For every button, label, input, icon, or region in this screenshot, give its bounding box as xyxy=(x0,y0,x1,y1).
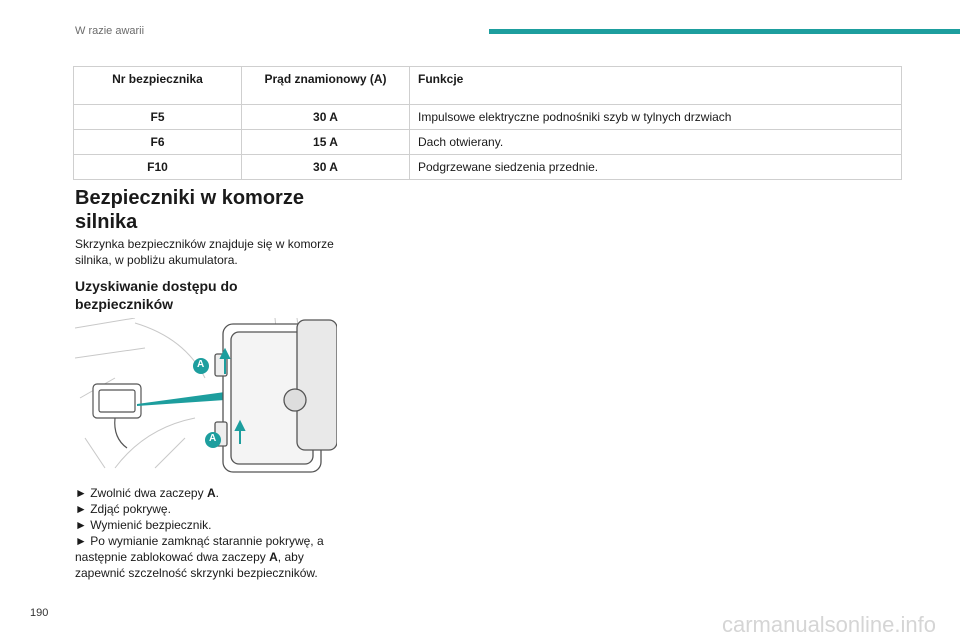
fuse-number: F5 xyxy=(74,105,242,130)
step-item: ► Zdjąć pokrywę. xyxy=(75,502,171,516)
page-number: 190 xyxy=(30,607,49,619)
step-item: ► Po wymianie zamknąć starannie pokrywę, a następnie zablokować dwa zaczepy A, aby zapewnić szczelność skrzynki bezpieczników. xyxy=(75,534,324,580)
section-header: W razie awarii xyxy=(75,25,145,37)
table-header-row xyxy=(74,67,902,105)
intro-paragraph: Skrzynka bezpieczników znajduje się w komorze silnika, w pobliżu akumulatora. xyxy=(75,237,334,267)
column-header: Funkcje xyxy=(410,67,902,105)
fuse-table xyxy=(73,66,902,180)
watermark: carmanualsonline.info xyxy=(721,612,936,637)
table-row xyxy=(74,155,902,180)
column-header: Prąd znamionowy (A) xyxy=(242,67,410,105)
table-row xyxy=(74,130,902,155)
column-header: Nr bezpiecznika xyxy=(74,67,242,105)
table-row xyxy=(74,105,902,130)
step-item: ► Wymienić bezpiecznik. xyxy=(75,518,212,532)
subsection-title: Uzyskiwanie dostępu do bezpieczników xyxy=(75,278,238,312)
fuse-rating: 15 A xyxy=(242,130,410,155)
fuse-function: Podgrzewane siedzenia przednie. xyxy=(410,155,902,180)
fuse-box-illustration xyxy=(75,318,337,478)
fuse-rating: 30 A xyxy=(242,155,410,180)
fuse-number: F10 xyxy=(74,155,242,180)
fuse-function: Dach otwierany. xyxy=(410,130,902,155)
figure-label: A xyxy=(197,359,205,370)
header-accent-bar xyxy=(489,29,960,34)
fuse-number: F6 xyxy=(74,130,242,155)
instruction-steps xyxy=(75,485,350,581)
fuse-rating: 30 A xyxy=(242,105,410,130)
section-title: Bezpieczniki w komorze silnika xyxy=(75,187,304,233)
figure-label: A xyxy=(209,433,217,444)
step-item: ► Zwolnić dwa zaczepy A. xyxy=(75,486,219,500)
fuse-function: Impulsowe elektryczne podnośniki szyb w tylnych drzwiach xyxy=(410,105,902,130)
fuse-box-drawing xyxy=(75,318,337,478)
